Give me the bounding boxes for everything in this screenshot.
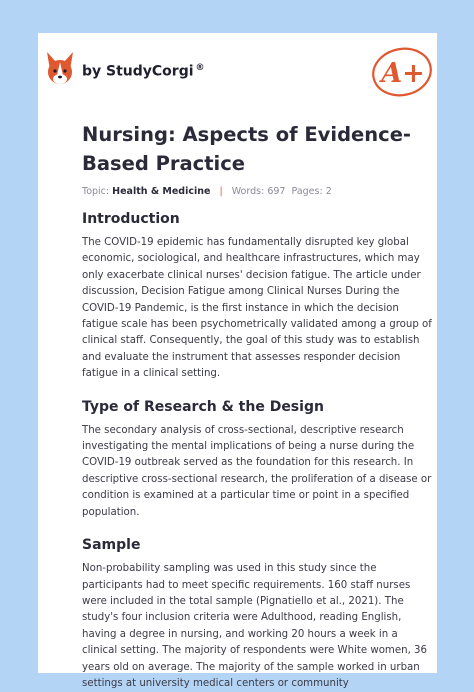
- pages-count: 2: [325, 186, 332, 197]
- section-heading-introduction: Introduction: [82, 211, 180, 227]
- pages-label: Pages:: [291, 186, 323, 197]
- words-label: Words:: [231, 186, 265, 197]
- a-plus-grade-icon: [368, 42, 438, 100]
- topic-link[interactable]: Health & Medicine: [112, 186, 211, 197]
- meta-separator: |: [219, 186, 223, 197]
- grade-text: A+: [381, 58, 425, 89]
- section-body-research-design: The secondary analysis of cross-sectional, descriptive research investigating the mental implications of being a nurse during the COVID-19 outbreak served as the foundation for this research. In descriptive cross-sectional research, the proliferation of a disease or condition is examined at a particular time or point in a specified population.: [82, 424, 432, 518]
- document-title: Nursing: Aspects of Evidence-Based Practice: [82, 123, 412, 175]
- section-body-introduction: The COVID-19 epidemic has fundamentally disrupted key global economic, sociological, and healthcare infrastructures, which may only exacerbate clinical nurses' decision fatigue. The article under discussion, Decision Fatigue among Clinical Nurses During the COVID-19 Pandemic, is the first instance in which the decision fatigue scale has been psychometrically validated among a group of clinical staff. Consequently, the goal of this study was to establish and evaluate the instrument that assesses responder decision fatigue in a clinical setting.: [82, 237, 432, 380]
- brand-name: [82, 63, 205, 80]
- brand-header: [44, 50, 404, 90]
- document-content: [82, 120, 432, 692]
- topic-label: Topic:: [82, 186, 110, 197]
- registered-mark: ®: [195, 63, 205, 73]
- section-heading-research-design: Type of Research & the Design: [82, 398, 324, 415]
- document-meta: [82, 186, 432, 197]
- section-body-sample: Non-probability sampling was used in this study since the participants had to meet specific requirements. 160 staff nurses were included in the total sample (Pignatiello et al., 2021). The study's four inclusion criteria were Adulthood, reading English, having a degree in nursing, and working 20 hours a week in a clinical setting. The majority of respondents were White women, 36 years old on average. The majority of the sample worked in urban settings at university medical centers or community: [82, 563, 428, 689]
- corgi-logo-icon: [44, 50, 76, 86]
- section-heading-sample: Sample: [82, 537, 141, 554]
- words-count: 697: [267, 186, 286, 197]
- brand-text: by StudyCorgi: [82, 63, 194, 80]
